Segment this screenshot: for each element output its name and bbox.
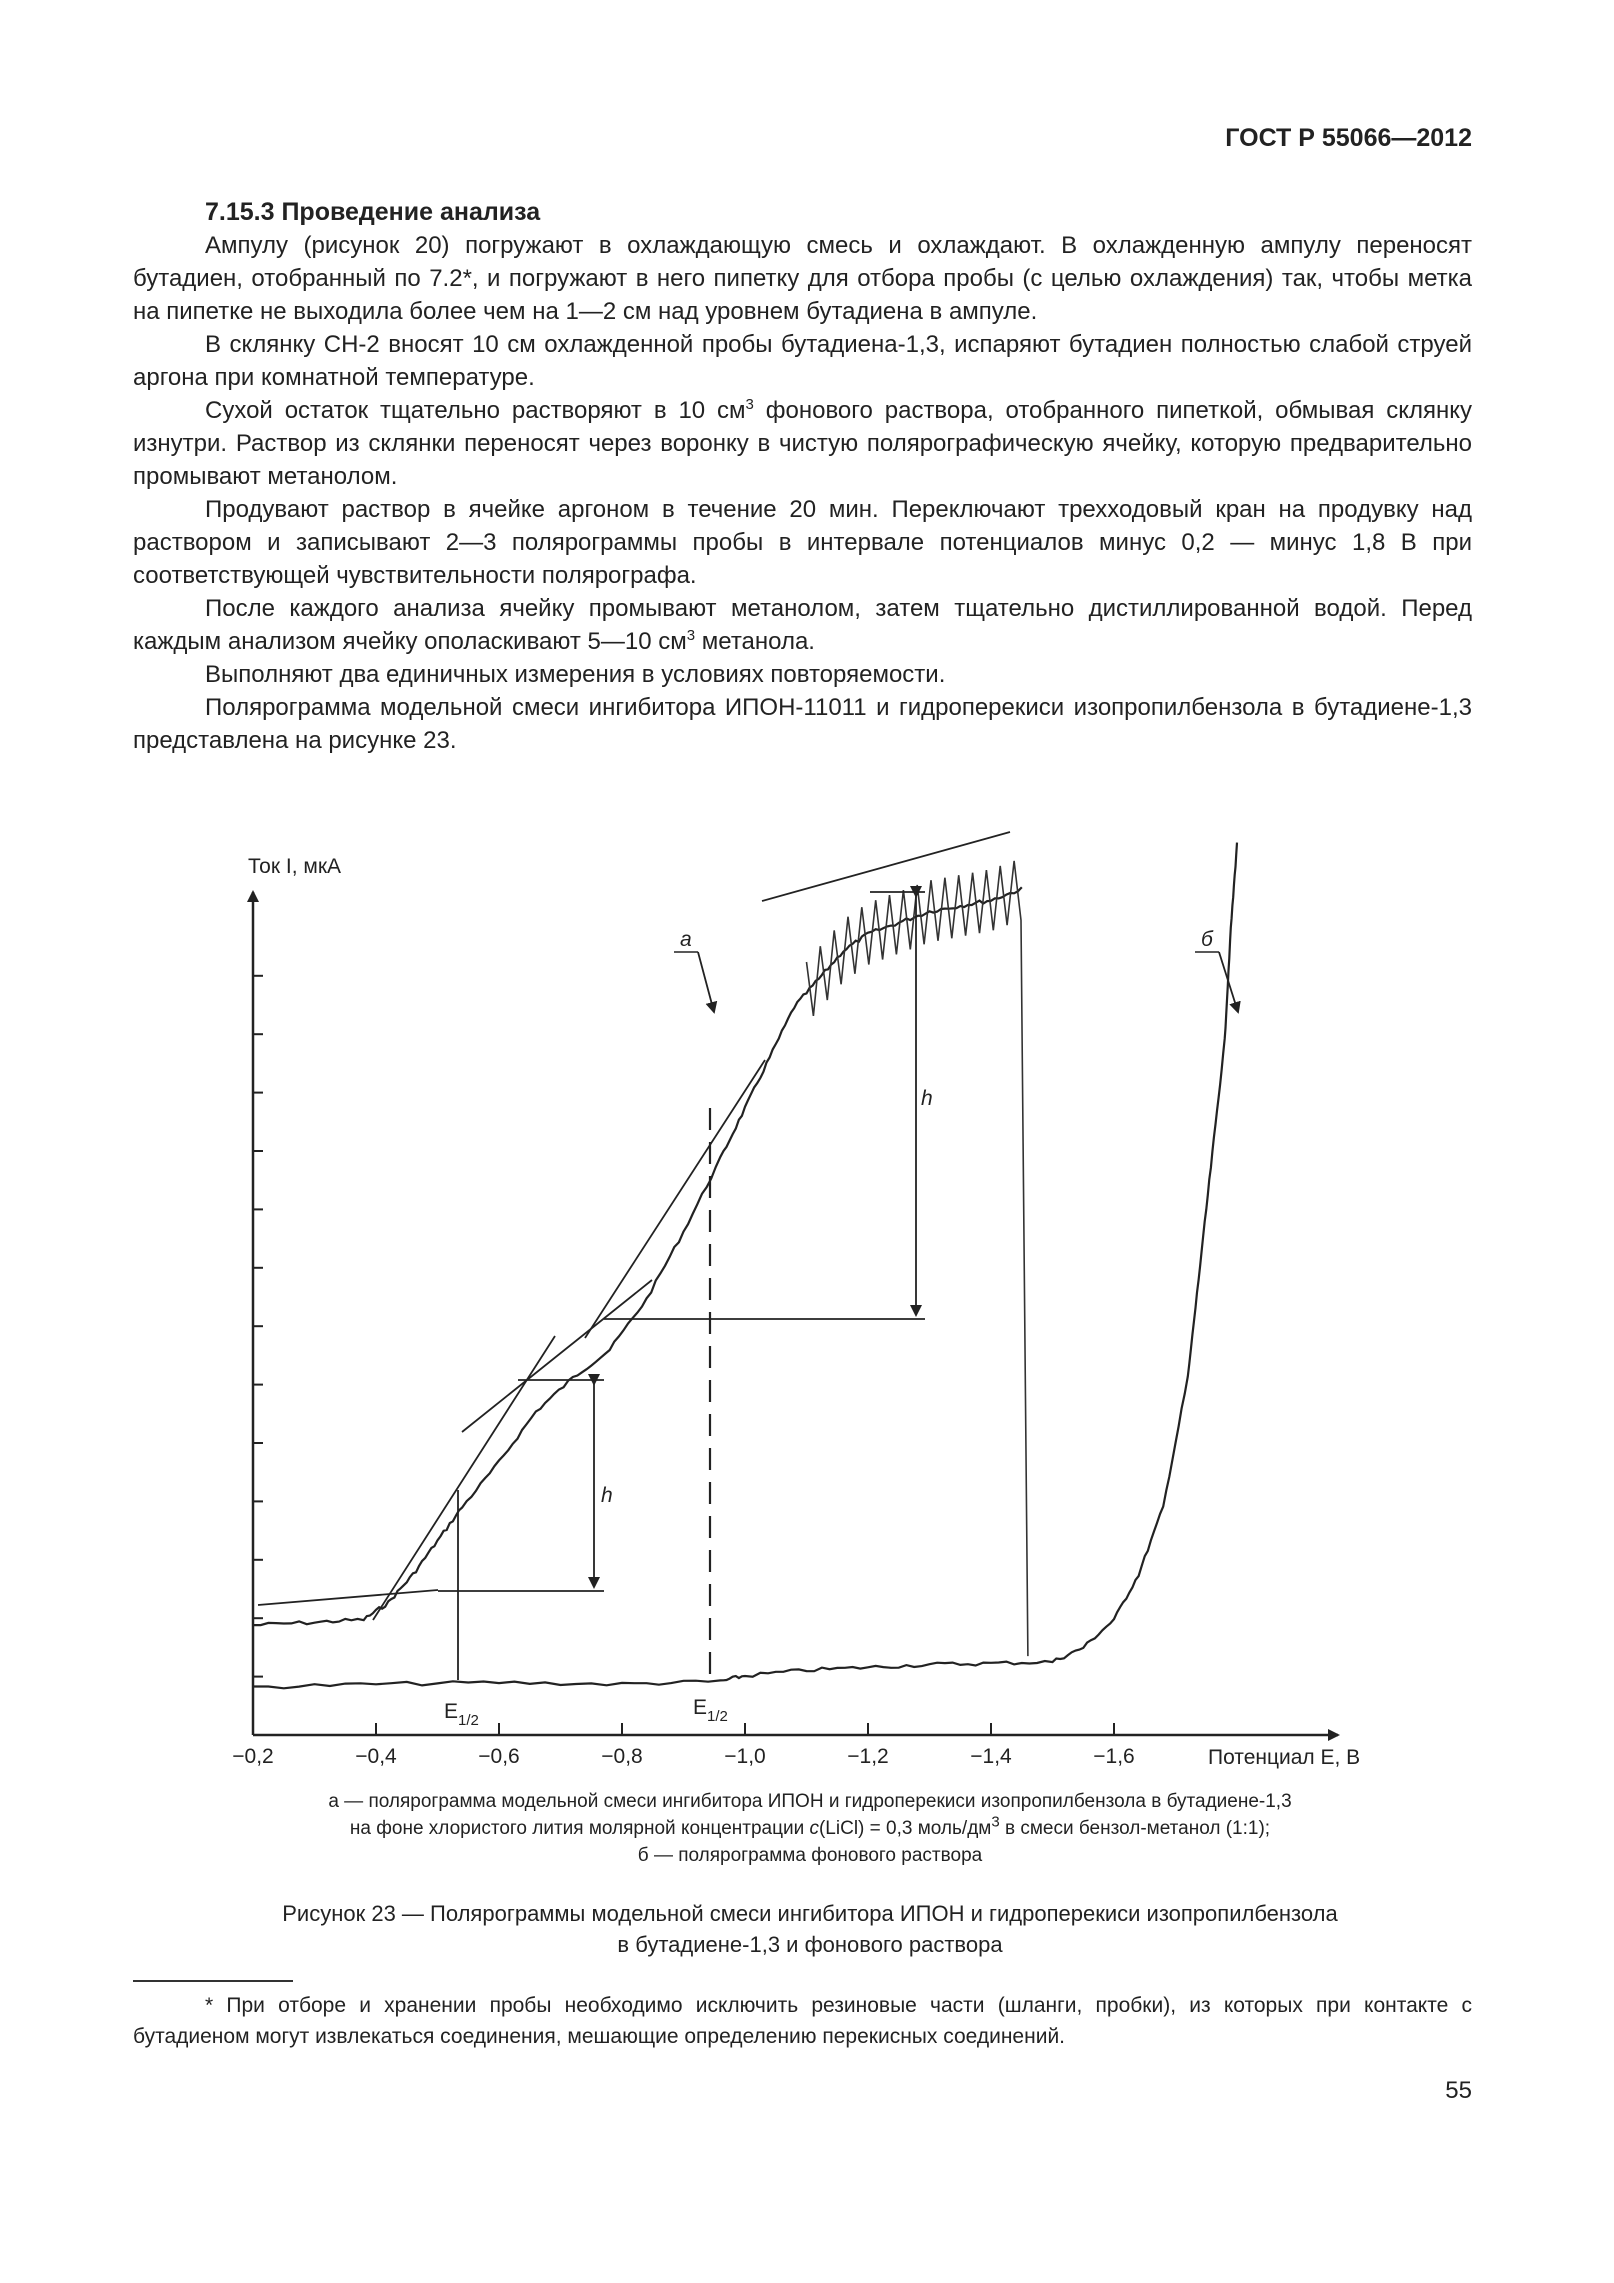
paragraph-7: Полярограмма модельной смеси ингибитора ИПОН-11011 и гидроперекиси изопропилбензола в бутадиене-1,3 представлена на рисунке 23. bbox=[133, 694, 1472, 754]
y-axis-label: Ток I, мкА bbox=[248, 855, 342, 878]
x-axis-label: Потенциал E, В bbox=[1208, 1746, 1361, 1769]
x-tick-label: −0,8 bbox=[601, 1745, 643, 1768]
paragraph-6: Выполняют два единичных измерения в условиях повторяемости. bbox=[205, 661, 946, 688]
page-number: 55 bbox=[1445, 2077, 1472, 2104]
x-tick-label: −0,6 bbox=[478, 1745, 520, 1768]
document-header: ГОСТ Р 55066—2012 bbox=[1225, 124, 1472, 152]
section-body bbox=[133, 196, 1472, 757]
x-tick-label: −1,4 bbox=[970, 1745, 1012, 1768]
paragraph-4: Продувают раствор в ячейке аргоном в течение 20 мин. Переключают трехходовый кран на продувку над раствором и записывают 2—3 полярограммы пробы в интервале потенциалов минус 0,2 — минус 1,8 В при соответствующей чувствительности полярографа. bbox=[133, 496, 1472, 589]
x-tick-label: −0,2 bbox=[232, 1745, 274, 1768]
tangent-1-plateau bbox=[462, 1280, 652, 1432]
curve-a-pointer bbox=[698, 952, 714, 1012]
section-title: 7.15.3 Проведение анализа bbox=[205, 198, 541, 226]
footnote: * При отборе и хранении пробы необходимо исключить резиновые части (шланги, пробки), из которых при контакте с бутадиеном могут извлекаться соединения, мешающие определению перекисных соединений. bbox=[133, 1994, 1472, 2048]
curve-a-oscillations bbox=[807, 861, 1028, 1656]
polarogram-chart bbox=[0, 790, 1614, 1780]
tangent-2-plateau bbox=[762, 832, 1010, 901]
figure-legend bbox=[160, 1788, 1460, 1869]
figure-title: Рисунок 23 — Полярограммы модельной смеси ингибитора ИПОН и гидроперекиси изопропилбензола в бутадиене-1,3 и фонового раствора bbox=[282, 1901, 1338, 1957]
tangent-2-rise bbox=[585, 1060, 765, 1338]
paragraph-3: Сухой остаток тщательно растворяют в 10 $см^3$ фонового раствора, отобранного пипеткой, обмывая склянку изнутри. Раствор из склянки переносят через воронку в чистую полярографическую ячейку, которую предварительно промывают метанолом. bbox=[133, 396, 1472, 490]
x-tick-label: −1,2 bbox=[847, 1745, 889, 1768]
paragraph-5: После каждого анализа ячейку промывают метанолом, затем тщательно дистиллированной водой. Перед каждым анализом ячейку ополаскивают 5—10 $см^3$ метанола. bbox=[133, 595, 1472, 655]
curve-a-label: а bbox=[680, 928, 692, 951]
x-tick-label: −0,4 bbox=[355, 1745, 397, 1768]
half-wave-1-label: $E_{1/2}$ bbox=[444, 1700, 479, 1729]
paragraph-1: Ампулу (рисунок 20) погружают в охлаждающую смесь и охлаждают. В охлажденную ампулу переносят бутадиен, отобранный по 7.2*, и погружают в него пипетку для отбора пробы (с целью охлаждения) так, чтобы метка на пипетке не выходила более чем на 1—2 см над уровнем бутадиена в ампуле. bbox=[133, 232, 1472, 325]
curve-b-label: б bbox=[1201, 928, 1213, 951]
half-wave-2-label: $E_{1/2}$ bbox=[693, 1696, 728, 1725]
legend-line-a2: на фоне хлористого лития молярной концентрации c(LiCl) = 0,3 моль/$дм^3$ в смеси бензол-метанол (1:1); bbox=[349, 1813, 1271, 1839]
wave-2-height-label: h bbox=[921, 1087, 933, 1110]
tangent-1-baseline bbox=[258, 1590, 438, 1605]
x-tick-label: −1,0 bbox=[724, 1745, 766, 1768]
legend-line-b: б — полярограмма фонового раствора bbox=[637, 1845, 983, 1866]
footnote-rule bbox=[133, 1980, 293, 1982]
legend-line-a1: а — полярограмма модельной смеси ингибитора ИПОН и гидроперекиси изопропилбензола в бутадиене-1,3 bbox=[328, 1791, 1292, 1812]
x-tick-label: −1,6 bbox=[1093, 1745, 1135, 1768]
wave-1-height-label: h bbox=[601, 1484, 613, 1507]
curve-b bbox=[253, 843, 1237, 1689]
paragraph-2: В склянку СН-2 вносят 10 см охлажденной пробы бутадиена-1,3, испаряют бутадиен полностью слабой струей аргона при комнатной температуре. bbox=[133, 331, 1472, 391]
